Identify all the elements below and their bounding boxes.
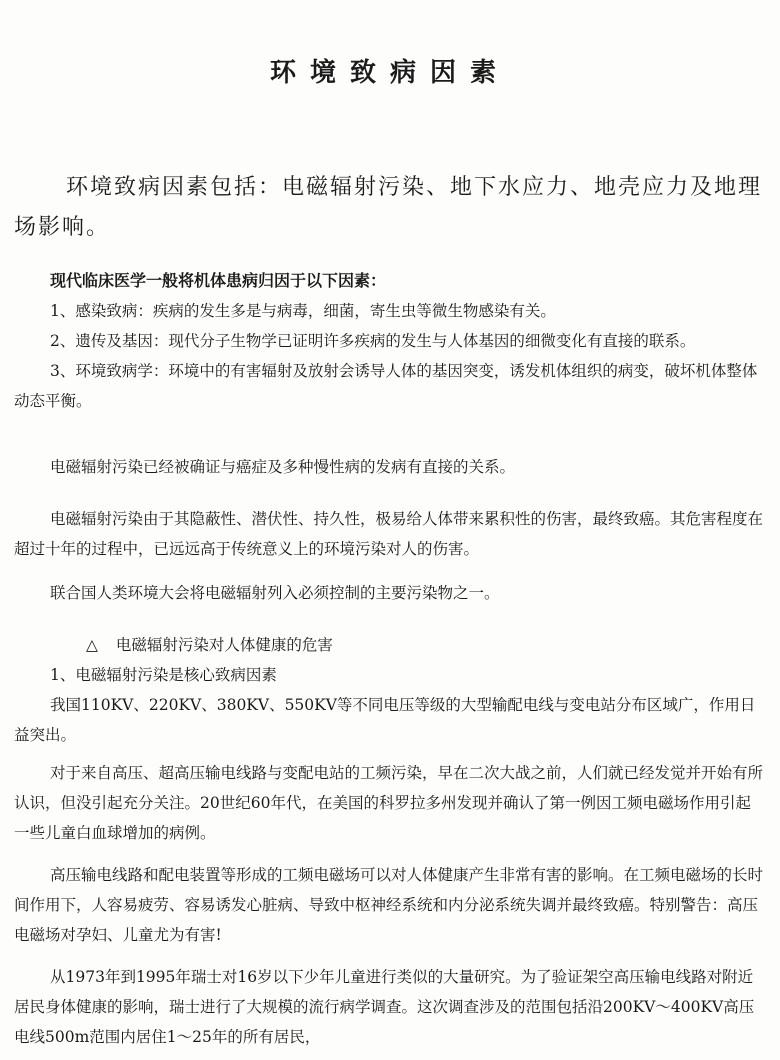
- paragraph-un-conference: 联合国人类环境大会将电磁辐射列入必须控制的主要污染物之一。: [50, 584, 500, 602]
- section-body: 我国110KV、220KV、380KV、550KV等不同电压等级的大型输配电线与变电站分布区域广，作用日益突出。: [14, 696, 756, 744]
- health-hazard-section: [14, 630, 766, 750]
- intro-paragraph: 环境致病因素包括：电磁辐射污染、地下水应力、地壳应力及地理场影响。: [14, 175, 763, 240]
- factors-list: [14, 266, 766, 416]
- paragraph-swiss-study: 从1973年到1995年瑞士对16岁以下少年儿童进行类似的大量研究。为了验证架空高压输电线路对附近居民身体健康的影响，瑞士进行了大规模的流行病学调查。这次调查涉及的范围包括沿200KV～400KV高压电线500m范围内居住1～25年的所有居民，: [14, 968, 755, 1046]
- factor-item-infection: 1、感染致病：疾病的发生多是与病毒，细菌，寄生虫等微生物感染有关。: [50, 302, 556, 320]
- paragraph-cancer-link: 电磁辐射污染已经被确证与癌症及多种慢性病的发病有直接的关系。: [50, 458, 516, 476]
- page-title: 环境致病因素: [269, 58, 510, 88]
- paragraph-history: 对于来自高压、超高压输电线路与变配电站的工频污染，早在二次大战之前，人们就已经发觉并开始有所认识，但没引起充分关注。20世纪60年代，在美国的科罗拉多州发现并确认了第一例因工频电磁场作用引起一些儿童白血球增加的病例。: [14, 764, 764, 842]
- triangle-icon: △: [86, 636, 98, 654]
- section-subheading: 1、电磁辐射污染是核心致病因素: [50, 666, 277, 684]
- paragraph-health-effects: 高压输电线路和配电装置等形成的工频电磁场可以对人体健康产生非常有害的影响。在工频电磁场的长时间作用下，人容易疲劳、容易诱发心脏病、导致中枢神经系统和内分泌系统失调并最终致癌。特别警告：高压电磁场对孕妇、儿童尤为有害!: [14, 866, 764, 944]
- factor-item-genetic: 2、遗传及基因：现代分子生物学已证明许多疾病的发生与人体基因的细微变化有直接的联系。: [50, 332, 696, 350]
- factor-item-environment: 3、环境致病学：环境中的有害辐射及放射会诱导人体的基因突变，诱发机体组织的病变，破坏机体整体动态平衡。: [14, 362, 758, 410]
- paragraph-hidden-harm: 电磁辐射污染由于其隐蔽性、潜伏性、持久性，极易给人体带来累积性的伤害，最终致癌。其危害程度在超过十年的过程中，已远远高于传统意义上的环境污染对人的伤害。: [14, 510, 764, 558]
- section-heading: 电磁辐射污染对人体健康的危害: [115, 636, 333, 654]
- factors-heading: 现代临床医学一般将机体患病归因于以下因素：: [50, 271, 387, 290]
- section-heading-line: [14, 630, 766, 660]
